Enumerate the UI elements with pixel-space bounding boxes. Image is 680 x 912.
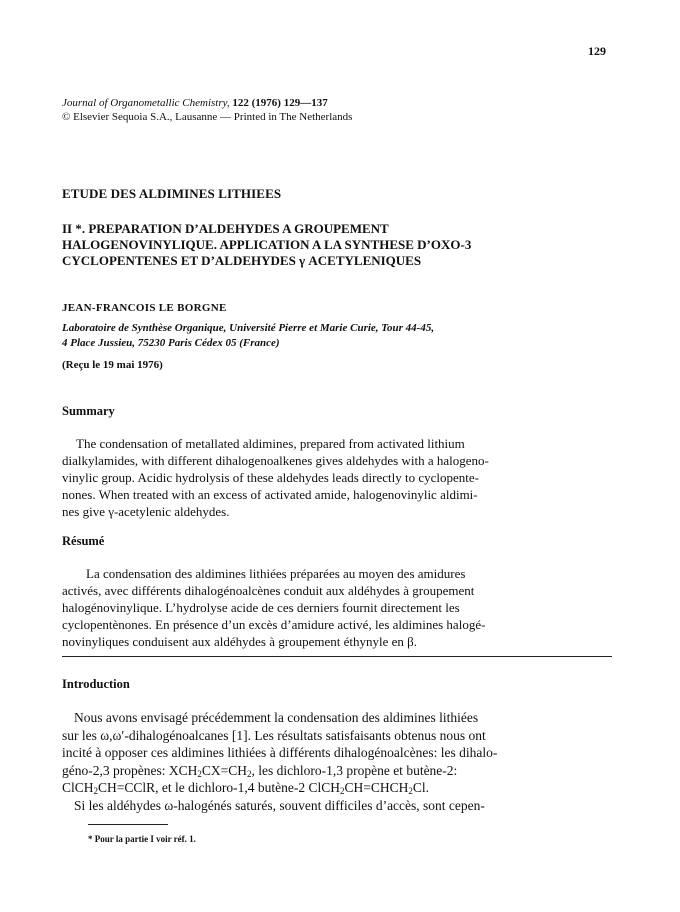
affiliation	[62, 321, 434, 351]
intro-line: Nous avons envisagé précédemment la condensation des aldimines lithiées	[74, 710, 479, 725]
footnote: * Pour la partie I voir réf. 1.	[88, 834, 196, 844]
section-divider	[62, 656, 612, 657]
article-title	[62, 221, 622, 269]
summary-line: nones. When treated with an excess of activated amide, halogenovinylic aldimi-	[62, 487, 478, 502]
intro-line: Si les aldéhydes ω-halogénés saturés, souvent difficiles d’accès, sont cepen-	[74, 797, 485, 813]
author-name: JEAN-FRANCOIS LE BORGNE	[62, 302, 227, 314]
journal-volume: 122 (1976) 129—137	[229, 97, 328, 109]
resume-line: La condensation des aldimines lithiées préparées au moyen des amidures	[86, 566, 466, 581]
subscript: 2	[246, 768, 252, 779]
resume-paragraph	[62, 565, 618, 650]
summary-heading: Summary	[62, 404, 115, 418]
text-fragment: géno-2,3 propènes: XCH	[62, 762, 198, 778]
subscript: 2	[408, 786, 413, 796]
text-fragment: CH=CHCH	[344, 780, 409, 795]
resume-line: cyclopentènones. En présence d’un excès d’amidure activé, les aldimines halogé-	[62, 617, 486, 632]
resume-line: activés, avec différents dihalogénoalcènes conduit aux aldéhydes à groupement	[62, 583, 475, 598]
affiliation-line: 4 Place Jussieu, 75230 Paris Cédex 05 (France)	[62, 337, 280, 349]
received-date: (Reçu le 19 mai 1976)	[62, 359, 163, 371]
article-title-line: HALOGENOVINYLIQUE. APPLICATION A LA SYNTHESE D’OXO-3	[62, 237, 472, 252]
introduction-paragraph	[62, 709, 618, 814]
subscript: 2	[93, 786, 99, 796]
article-title-line: CYCLOPENTENES ET D’ALDEHYDES γ ACETYLENIQUES	[62, 253, 422, 268]
summary-line: nes give γ-acetylenic aldehydes.	[62, 504, 230, 519]
resume-heading: Résumé	[62, 534, 105, 548]
intro-line: incité à opposer ces aldimines lithiées à différents dihalogénoalcènes: les dihalo-	[62, 745, 498, 760]
journal-citation	[62, 96, 328, 110]
series-title: ETUDE DES ALDIMINES LITHIEES	[62, 186, 282, 201]
intro-line: sur les ω,ω′-dihalogénoalcanes [1]. Les résultats satisfaisants obtenus nous ont	[62, 727, 486, 743]
resume-line: halogénovinylique. L’hydrolyse acide de ces derniers fournit directement les	[62, 600, 460, 615]
text-fragment: ClCH	[62, 780, 94, 795]
affiliation-line: Laboratoire de Synthèse Organique, Université Pierre et Marie Curie, Tour 44-45,	[62, 322, 435, 334]
journal-name: Journal of Organometallic Chemistry,	[62, 97, 230, 109]
introduction-heading: Introduction	[62, 677, 130, 691]
text-fragment: CH=CClR, et le dichloro-1,4 butène-2 ClCH	[98, 780, 340, 795]
subscript: 2	[339, 786, 345, 796]
intro-line	[62, 779, 618, 797]
text-fragment: CX=CH	[201, 762, 247, 778]
article-title-line: II *. PREPARATION D’ALDEHYDES A GROUPEMENT	[62, 221, 389, 236]
copyright-line: © Elsevier Sequoia S.A., Lausanne — Printed in The Netherlands	[62, 111, 353, 123]
summary-line: dialkylamides, with different dihalogenoalkenes gives aldehydes with a halogeno-	[62, 453, 489, 468]
resume-line: novinyliques conduisent aux aldéhydes à groupement éthynyle en β.	[62, 634, 417, 649]
text-fragment: Cl.	[412, 780, 429, 795]
text-fragment: , les dichloro-1,3 propène et butène-2:	[251, 762, 458, 778]
footnote-divider	[88, 824, 168, 825]
summary-line: The condensation of metallated aldimines, prepared from activated lithium	[76, 436, 465, 451]
page-number: 129	[588, 44, 606, 58]
subscript: 2	[197, 768, 202, 779]
summary-line: vinylic group. Acidic hydrolysis of these aldehydes leads directly to cyclopente-	[62, 470, 479, 485]
intro-line	[62, 762, 618, 780]
summary-paragraph	[62, 435, 618, 520]
